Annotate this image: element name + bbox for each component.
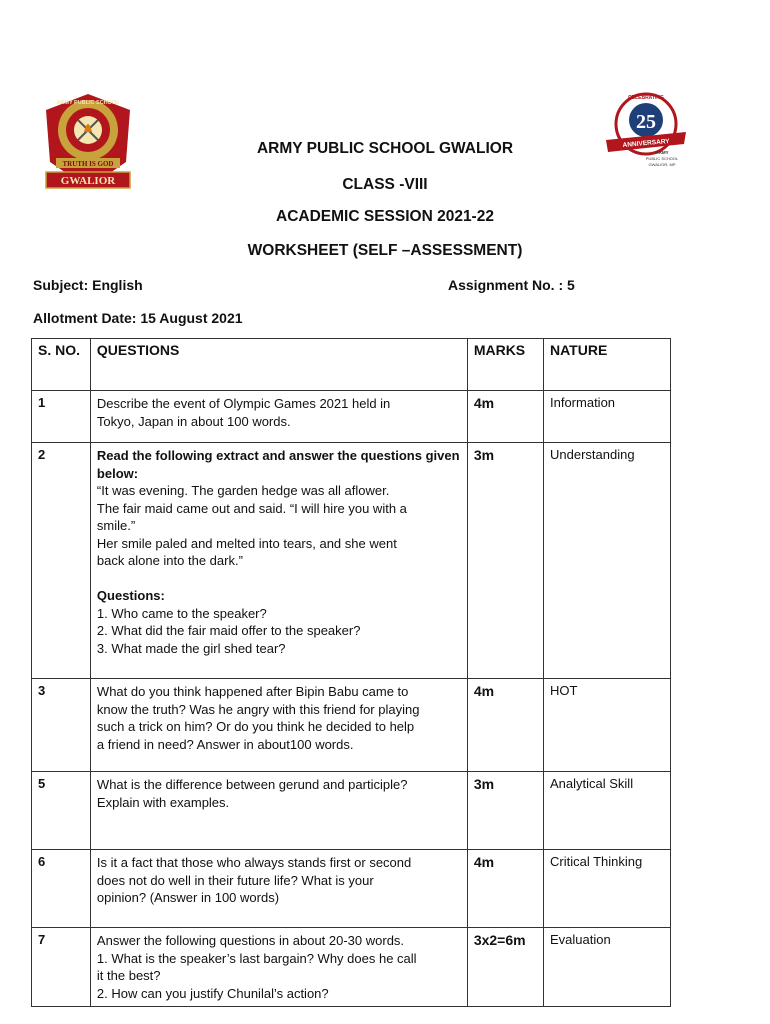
crest-place-text: GWALIOR — [60, 175, 116, 187]
header-nature: NATURE — [544, 339, 671, 391]
row-question — [90, 679, 467, 772]
row-marks: 4m — [467, 850, 543, 928]
question-line: Her smile paled and melted into tears, and she went — [96, 535, 397, 551]
table-header-row — [32, 339, 671, 391]
worksheet-table — [31, 338, 671, 1007]
question-line: back alone into the dark.” — [96, 553, 243, 568]
question-line: know the truth? Was he angry with this friend for playing — [96, 701, 420, 717]
question-line: it the best? — [96, 968, 161, 983]
row-sno: 5 — [32, 772, 91, 850]
anniversary-line3: GWALIOR, MP — [648, 162, 676, 167]
table-row — [32, 391, 671, 443]
class-heading: CLASS -VIII — [342, 176, 428, 193]
row-marks: 4m — [467, 391, 543, 443]
row-sno: 1 — [32, 391, 91, 443]
anniversary-logo — [600, 90, 692, 170]
row-nature: Critical Thinking — [544, 850, 671, 928]
row-marks: 3x2=6m — [467, 928, 543, 1007]
question-line: What is the difference between gerund and participle? — [96, 777, 408, 792]
worksheet-heading: WORKSHEET (SELF –ASSESSMENT) — [247, 242, 523, 259]
question-line: opinion? (Answer in 100 words) — [96, 890, 280, 905]
row-sno: 2 — [32, 443, 91, 679]
table-row — [32, 772, 671, 850]
row-sno: 7 — [32, 928, 91, 1007]
question-instruction: Read the following extract and answer the questions given below: — [96, 448, 460, 481]
anniversary-line1: ARMY — [655, 150, 669, 155]
question-line: Explain with examples. — [96, 794, 230, 810]
row-nature: Evaluation — [544, 928, 671, 1007]
question-line: What do you think happened after Bipin Babu came to — [96, 684, 409, 699]
sub-question: 1. Who came to the speaker? — [96, 605, 267, 621]
question-line: smile.” — [96, 518, 136, 533]
question-line: Answer the following questions in about 20-30 words. — [96, 933, 405, 948]
assignment-number: Assignment No. : 5 — [448, 277, 575, 293]
table-row — [32, 679, 671, 772]
row-nature: HOT — [544, 679, 671, 772]
question-line: 2. How can you justify Chunilal’s action? — [96, 985, 329, 1001]
question-line: a friend in need? Answer in about100 words. — [96, 736, 354, 752]
table-row — [32, 850, 671, 928]
sub-question: 3. What made the girl shed tear? — [96, 640, 286, 656]
question-line: does not do well in their future life? What is your — [96, 872, 374, 888]
anniversary-line2: PUBLIC SCHOOL — [645, 156, 679, 161]
row-marks: 3m — [467, 772, 543, 850]
header-questions: QUESTIONS — [90, 339, 467, 391]
table-row — [32, 443, 671, 679]
row-marks: 3m — [467, 443, 543, 679]
allotment-date: Allotment Date: 15 August 2021 — [33, 310, 243, 326]
row-nature: Information — [544, 391, 671, 443]
question-line: “It was evening. The garden hedge was all aflower. — [96, 483, 390, 498]
question-line: The fair maid came out and said. “I will hire you with a — [96, 500, 407, 516]
row-marks: 4m — [467, 679, 543, 772]
row-question — [90, 443, 467, 679]
sub-question: 2. What did the fair maid offer to the speaker? — [96, 623, 361, 638]
sub-questions-title: Questions: — [96, 588, 165, 603]
question-line: such a trick on him? Or do you think he decided to help — [96, 719, 415, 734]
question-line: 1. What is the speaker’s last bargain? Why does he call — [96, 950, 417, 966]
school-name-heading: ARMY PUBLIC SCHOOL GWALIOR — [256, 140, 514, 157]
row-question — [90, 772, 467, 850]
row-sno: 3 — [32, 679, 91, 772]
session-heading: ACADEMIC SESSION 2021-22 — [276, 208, 494, 225]
row-question — [90, 928, 467, 1007]
header-marks: MARKS — [467, 339, 543, 391]
table-row — [32, 928, 671, 1007]
anniversary-top-text: CELEBRATING — [628, 95, 664, 101]
header-sno: S. NO. — [32, 339, 91, 391]
row-question — [90, 391, 467, 443]
row-nature: Analytical Skill — [544, 772, 671, 850]
row-question — [90, 850, 467, 928]
crest-motto-text: TRUTH IS GOD — [62, 160, 114, 168]
crest-ring-text: ARMY PUBLIC SCHOOL — [56, 100, 120, 106]
anniversary-number: 25 — [636, 111, 656, 133]
question-line: Tokyo, Japan in about 100 words. — [96, 413, 291, 429]
row-nature: Understanding — [544, 443, 671, 679]
question-line: Describe the event of Olympic Games 2021 held in — [96, 396, 391, 411]
question-line: Is it a fact that those who always stands first or second — [96, 855, 412, 870]
row-sno: 6 — [32, 850, 91, 928]
anniversary-band-text: ANNIVERSARY — [622, 137, 670, 150]
subject-label: Subject: English — [33, 277, 143, 293]
